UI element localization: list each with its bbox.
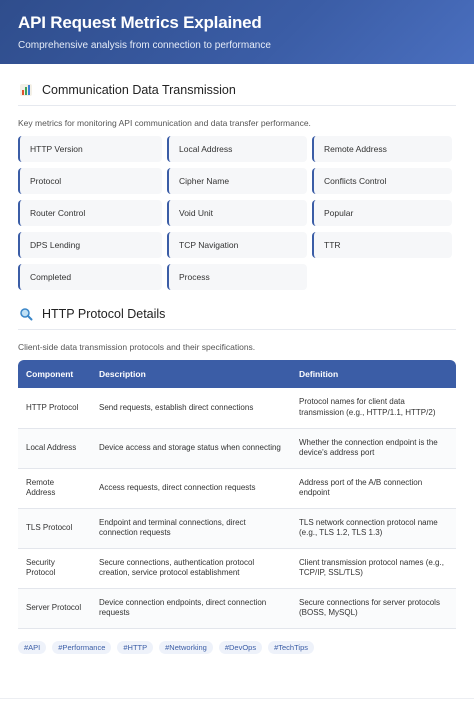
- metric-card: TTR: [312, 232, 452, 258]
- hashtag-link[interactable]: #TechTips: [268, 641, 314, 654]
- table-cell: Security Protocol: [18, 548, 91, 588]
- metric-card: Completed: [18, 264, 162, 290]
- bar-chart-icon: [18, 82, 34, 98]
- table-cell: Send requests, establish direct connections: [91, 388, 291, 428]
- table-cell: Client transmission protocol names (e.g., TCP/IP, SSL/TLS): [291, 548, 456, 588]
- column-header: Definition: [291, 360, 456, 388]
- page-subtitle: Comprehensive analysis from connection to performance: [18, 40, 271, 51]
- table-row: [18, 428, 456, 468]
- metric-card: Process: [167, 264, 307, 290]
- table-cell: Remote Address: [18, 468, 91, 508]
- hashtag-link[interactable]: #HTTP: [117, 641, 153, 654]
- protocol-table: [18, 360, 456, 629]
- table-cell: Server Protocol: [18, 588, 91, 628]
- metric-grid: [18, 136, 456, 290]
- metric-card: Protocol: [18, 168, 162, 194]
- column-header: Description: [91, 360, 291, 388]
- hashtag-link[interactable]: #Networking: [159, 641, 213, 654]
- hashtag-link[interactable]: #Performance: [52, 641, 111, 654]
- page-title: API Request Metrics Explained: [18, 13, 262, 32]
- table-cell: Address port of the A/B connection endpoint: [291, 468, 456, 508]
- table-cell: Protocol names for client data transmission (e.g., HTTP/1.1, HTTP/2): [291, 388, 456, 428]
- metric-card: TCP Navigation: [167, 232, 307, 258]
- metric-card: HTTP Version: [18, 136, 162, 162]
- metric-card: DPS Lending: [18, 232, 162, 258]
- table-cell: Access requests, direct connection requests: [91, 468, 291, 508]
- table-cell: Local Address: [18, 428, 91, 468]
- metric-card: Router Control: [18, 200, 162, 226]
- table-row: [18, 548, 456, 588]
- section-description: Key metrics for monitoring API communication and data transfer performance.: [18, 118, 311, 128]
- header-banner: [0, 0, 474, 64]
- table-cell: Endpoint and terminal connections, direct connection requests: [91, 508, 291, 548]
- section-protocol: [0, 302, 474, 654]
- section-title: HTTP Protocol Details: [42, 306, 166, 321]
- table-row: [18, 468, 456, 508]
- table-cell: Secure connections, authentication protocol creation, service protocol establishment: [91, 548, 291, 588]
- table-cell: TLS network connection protocol name (e.g., TLS 1.2, TLS 1.3): [291, 508, 456, 548]
- tag-list: [18, 641, 456, 654]
- column-header: Component: [18, 360, 91, 388]
- metric-card: Remote Address: [312, 136, 452, 162]
- table-cell: HTTP Protocol: [18, 388, 91, 428]
- table-header-row: [18, 360, 456, 388]
- table-cell: Device connection endpoints, direct connection requests: [91, 588, 291, 628]
- table-cell: TLS Protocol: [18, 508, 91, 548]
- table-row: [18, 588, 456, 628]
- magnifier-icon: [18, 306, 34, 322]
- hashtag-link[interactable]: #DevOps: [219, 641, 262, 654]
- metric-card: Void Unit: [167, 200, 307, 226]
- footer-divider: [0, 698, 474, 699]
- metric-card: Popular: [312, 200, 452, 226]
- table-row: [18, 508, 456, 548]
- section-header: [18, 78, 456, 106]
- metric-card: Cipher Name: [167, 168, 307, 194]
- table-cell: Secure connections for server protocols (BOSS, MySQL): [291, 588, 456, 628]
- metric-card: Local Address: [167, 136, 307, 162]
- table-cell: Device access and storage status when connecting: [91, 428, 291, 468]
- metric-card: Conflicts Control: [312, 168, 452, 194]
- section-communication: [0, 78, 474, 290]
- section-title: Communication Data Transmission: [42, 82, 236, 97]
- table-row: [18, 388, 456, 428]
- hashtag-link[interactable]: #API: [18, 641, 46, 654]
- section-header: [18, 302, 456, 330]
- section-description: Client-side data transmission protocols and their specifications.: [18, 342, 256, 352]
- table-cell: Whether the connection endpoint is the device's address port: [291, 428, 456, 468]
